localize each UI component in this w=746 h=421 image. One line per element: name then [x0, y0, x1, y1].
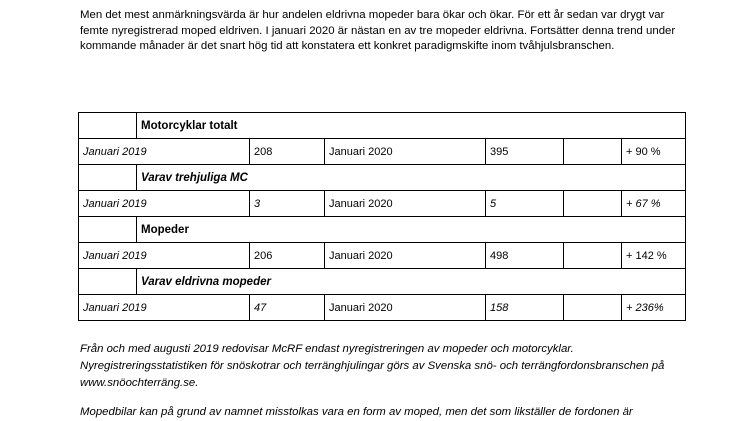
period-2019-label: Januari 2019 [79, 295, 250, 321]
empty-cell [564, 139, 622, 165]
section-heading-row [79, 113, 686, 139]
period-2020-label: Januari 2020 [325, 295, 486, 321]
note-paragraph-2: Mopedbilar kan på grund av namnet misstolkas vara en form av moped, men det som likställer de fordonen är [80, 406, 633, 418]
change-percent: + 236% [622, 295, 686, 321]
empty-cell [79, 113, 137, 139]
empty-cell [79, 269, 137, 295]
table-row [79, 191, 686, 217]
period-2020-label: Januari 2020 [325, 139, 486, 165]
change-percent: + 67 % [622, 191, 686, 217]
section-heading: Varav eldrivna mopeder [137, 269, 686, 295]
empty-cell [79, 217, 137, 243]
change-percent: + 142 % [622, 243, 686, 269]
period-2019-label: Januari 2019 [79, 191, 250, 217]
section-heading-row [79, 165, 686, 191]
value-2019: 206 [250, 243, 325, 269]
note-paragraph: Från och med augusti 2019 redovisar McRF endast nyregistreringen av mopeder och motorcyklar. Nyregistreringsstatistiken för snöskotrar och terränghjulingar görs av Svenska snö- och terrängfordonsbranschen på www.snöochterräng.se. [80, 343, 665, 389]
value-2020: 158 [486, 295, 564, 321]
period-2019-label: Januari 2019 [79, 243, 250, 269]
period-2019-label: Januari 2019 [79, 139, 250, 165]
section-heading: Mopeder [137, 217, 686, 243]
registration-table [78, 112, 686, 321]
empty-cell [79, 165, 137, 191]
value-2020: 5 [486, 191, 564, 217]
value-2019: 47 [250, 295, 325, 321]
table-row [79, 295, 686, 321]
section-heading: Motorcyklar totalt [137, 113, 686, 139]
value-2019: 208 [250, 139, 325, 165]
section-heading: Varav trehjuliga MC [137, 165, 686, 191]
empty-cell [564, 191, 622, 217]
change-percent: + 90 % [622, 139, 686, 165]
value-2020: 395 [486, 139, 564, 165]
period-2020-label: Januari 2020 [325, 191, 486, 217]
value-2019: 3 [250, 191, 325, 217]
empty-cell [564, 295, 622, 321]
section-heading-row [79, 269, 686, 295]
table-row [79, 243, 686, 269]
intro-paragraph: Men det mest anmärkningsvärda är hur andelen eldrivna mopeder bara ökar och ökar. För ett år sedan var drygt var femte nyregistrerad moped eldriven. I januari 2020 är nästan en av tre mopeder eldrivna. Fortsätter denna trend under kommande månader är det snart hög tid att konstatera ett konkret paradigmskifte inom tvåhjulsbranschen. [80, 9, 676, 52]
value-2020: 498 [486, 243, 564, 269]
table-row [79, 139, 686, 165]
empty-cell [564, 243, 622, 269]
period-2020-label: Januari 2020 [325, 243, 486, 269]
section-heading-row [79, 217, 686, 243]
